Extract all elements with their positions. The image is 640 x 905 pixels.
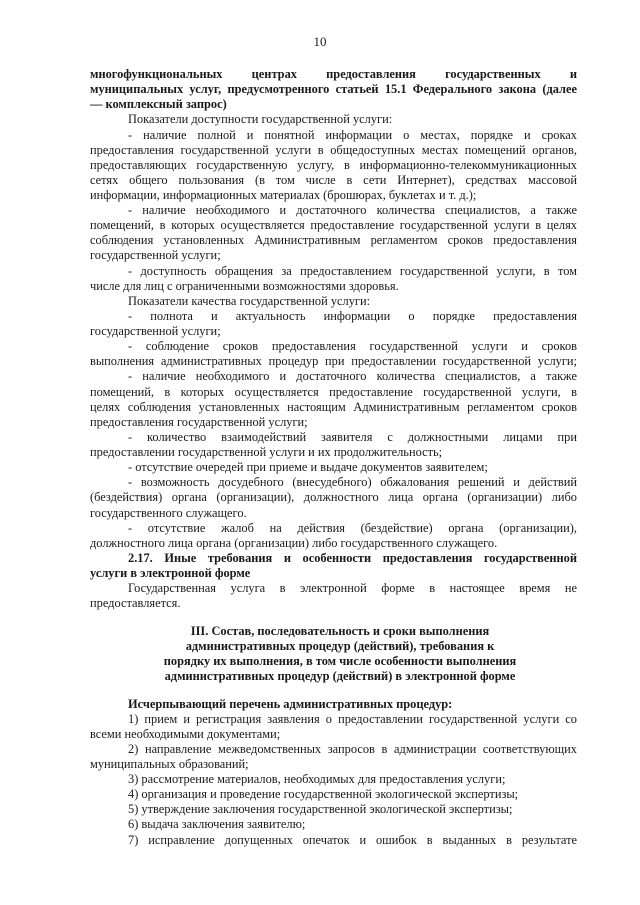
text-line: предоставляющих государственную услугу, в информационно-телекоммуникационных — [90, 158, 577, 172]
text-line: предоставления государственной услуги; — [90, 415, 308, 429]
text-line: - наличие полной и понятной информации о местах, порядке и сроках — [128, 128, 577, 142]
text-line: предоставляется. — [90, 596, 181, 610]
text-line: выполнения административных процедур при предоставлении государственной услуги; — [90, 354, 577, 368]
chapter-heading: порядку их выполнения, в том числе особенности выполнения — [163, 654, 517, 668]
text-line: — комплексный запрос) — [90, 97, 227, 111]
list-heading: Исчерпывающий перечень административных процедур: — [128, 697, 453, 711]
text-line: - полнота и актуальность информации о порядке предоставления — [128, 309, 577, 323]
text-line: муниципальных услуг, предусмотренного статьей 15.1 Федерального закона (далее — [90, 82, 577, 96]
text-line: должностного лица органа (организации) либо государственного служащего. — [90, 536, 498, 550]
text-line: - отсутствие жалоб на действия (бездействие) органа (организации), — [128, 521, 577, 535]
text-line: Показатели качества государственной услуги: — [128, 294, 371, 308]
text-line: целях соблюдения установленных настоящим Административным регламентом сроков — [90, 400, 577, 414]
list-item: 5) утверждение заключения государственной экологической экспертизы; — [128, 802, 513, 816]
list-item: всеми необходимыми документами; — [90, 727, 281, 741]
text-line: (бездействия) органа (организации), должностного лица органа (организации) либо — [90, 490, 577, 504]
page-number: 10 — [313, 34, 327, 49]
chapter-heading: административных процедур (действий), требования к — [185, 639, 495, 653]
text-line: многофункциональных центрах предоставления государственных и — [90, 67, 577, 81]
chapter-heading: III. Состав, последовательность и сроки выполнения — [190, 624, 490, 638]
text-line: предоставлении государственной услуги и их продолжительность; — [90, 445, 443, 459]
text-line: информации, информационных материалах (брошюрах, буклетах и т. д.); — [90, 188, 477, 202]
text-line: - наличие необходимого и достаточного количества специалистов, а также — [128, 203, 577, 217]
list-item: 4) организация и проведение государственной экологической экспертизы; — [128, 787, 519, 801]
list-item: 7) исправление допущенных опечаток и ошибок в выданных в результате — [128, 833, 577, 847]
list-item: 2) направление межведомственных запросов в администрации соответствующих — [128, 742, 577, 756]
text-line: государственного служащего. — [90, 506, 247, 520]
text-line: помещений, в которых осуществляется предоставление государственной услуги, в — [90, 385, 577, 399]
text-line: - количество взаимодействий заявителя с должностными лицами при — [128, 430, 577, 444]
text-line: - отсутствие очередей при приеме и выдаче документов заявителем; — [128, 460, 488, 474]
text-line: - соблюдение сроков предоставления государственной услуги и сроков — [128, 339, 577, 353]
text-line: помещений, в которых осуществляется предоставление государственной услуги в целях — [90, 218, 577, 232]
text-line: государственной услуги; — [90, 248, 221, 262]
text-line: предоставления государственной услуги в общедоступных местах помещений органов, — [90, 143, 577, 157]
list-item: 6) выдача заключения заявителю; — [128, 817, 306, 831]
list-item: 1) прием и регистрация заявления о предоставлении государственной услуги со — [128, 712, 577, 726]
text-line: сетях общего пользования (в том числе в сети Интернет), средствах массовой — [90, 173, 577, 187]
list-item: 3) рассмотрение материалов, необходимых для предоставления услуги; — [128, 772, 506, 786]
text-line: государственной услуги; — [90, 324, 221, 338]
section-heading: услуги в электронной форме — [90, 566, 251, 580]
text-line: числе для лиц с ограниченными возможностями здоровья. — [90, 279, 399, 293]
text-line: - доступность обращения за предоставлением государственной услуги, в том — [128, 264, 577, 278]
chapter-heading: административных процедур (действий) в электронной форме — [164, 669, 516, 683]
text-line: соблюдения установленных Административным регламентом сроков предоставления — [90, 233, 577, 247]
text-line: Показатели доступности государственной услуги: — [128, 112, 393, 126]
text-line: - возможность досудебного (внесудебного) обжалования решений и действий — [128, 475, 577, 489]
text-line: - наличие необходимого и достаточного количества специалистов, а также — [128, 369, 577, 383]
text-line: Государственная услуга в электронной форме в настоящее время не — [128, 581, 577, 595]
list-item: муниципальных образований; — [90, 757, 249, 771]
section-heading: 2.17. Иные требования и особенности предоставления государственной — [128, 551, 577, 565]
